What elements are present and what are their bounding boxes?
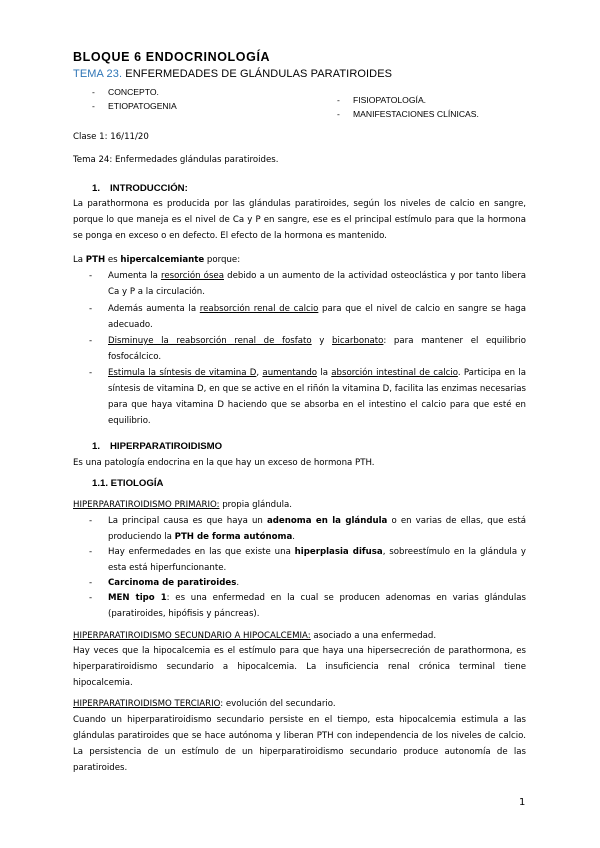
topic-number: TEMA 23. xyxy=(73,68,123,80)
topic-heading xyxy=(73,68,392,80)
terciario-paragraph: Cuando un hiperparatiroidismo secundario persiste en el tiempo, esta hipocalcemia estimula a las glándulas paratiroides que se hace autónoma y liberan PTH con independencia de los niveles de calcio. La persistencia de un estímulo de un hiperparatiroidismo secundario produce autonomía de las paratiroides. xyxy=(73,715,526,773)
secundario-heading: HIPERPARATIROIDISMO SECUNDARIO A HIPOCALCEMIA: asociado a una enfermedad. xyxy=(73,631,437,641)
topic-item: - ETIOPATOGENIA xyxy=(92,101,177,111)
document-page: BLOQUE 6 ENDOCRINOLOGÍA TEMA 23. ENFERMEDADES DE GLÁNDULAS PARATIROIDES - CONCEPTO. - ETIOPATOGENIA - FISIOPATOLOGÍA. - MANIFESTACIONES CLÍNICAS. Clase 1: 16/11/20 Tema 24: Enfermedades glándulas paratiroides. 1. INTRODUCCIÓN: La parathormona es producida por las glándulas paratiroides, según los niveles de calcio en sangre, porque lo que maneja es el nivel de Ca y P en sangre, ese es el principal estímulo para que la hormona se ponga en exceso o en defecto. El efecto de la hormona es mantenido. La PTH es hipercalcemiante porque: - Aumenta la resorción ósea debido a un aumento de la actividad osteoclástica y por tanto libera Ca y P a la circulación. - Además aumenta la reabsorción renal de calcio para que el nivel de calcio en sangre se haga adecuado. - Disminuye la reabsorción renal de fosfato y bicarbonato: para mantener el equilibrio fosfocálcico. - Estimula la síntesis de vitamina D, aumentando la absorción intestinal de calcio. Participa en la síntesis de vitamina D, en que se active en el riñón la vitamina D, facilita las enzimas necesarias para que haya vitamina D haciendo que se absorba en el intestino el calcio para que esté en equilibrio. 1. HIPERPARATIROIDISMO Es una patología endocrina en la que hay un exceso de hormona PTH. 1.1. ETIOLOGÍA HIPERPARATIROIDISMO PRIMARIO: propia glándula. - La principal causa es que haya un adenoma en la glándula o en varias de ellas, que está produciendo la PTH de forma autónoma. - Hay enfermedades en las que existe una hiperplasia difusa, sobreestímulo en la glándula y esta está hiperfuncionante. - Carcinoma de paratiroides. - MEN tipo 1: es una enfermedad en la cual se producen adenomas en varias glándulas (paratiroides, hipófisis y páncreas). HIPERPARATIROIDISMO SECUNDARIO A HIPOCALCEMIA: asociado a una enfermedad. Hay veces que la hipocalcemia es el estímulo para que haya una hipersecreción de parathormona, es hiperparatiroidismo secundario a hipocalcemia. La insuficiencia renal crónica terminal tiene hipocalcemia. HIPERPARATIROIDISMO TERCIARIO: evolución del secundario. Cuando un hiperparatiroidismo secundario persiste en el tiempo, esta hipocalcemia estimula a las glándulas paratiroides que se hace autónoma y liberan PTH con independencia de los niveles de calcio. La persistencia de un estímulo de un hiperparatiroidismo secundario produce autonomía de las paratiroides. 1 xyxy=(73,50,527,808)
section-heading-intro: 1. INTRODUCCIÓN: xyxy=(92,183,188,194)
page-number: 1 xyxy=(519,797,526,808)
subsection-heading-etiologia: 1.1. ETIOLOGÍA xyxy=(92,478,164,489)
topic-item: - MANIFESTACIONES CLÍNICAS. xyxy=(337,109,479,119)
pth-lead: La PTH es hipercalcemiante porque: xyxy=(73,255,241,265)
topic-item: - FISIOPATOLOGÍA. xyxy=(337,95,427,105)
tema-24-note: Tema 24: Enfermedades glándulas paratiroides. xyxy=(73,155,279,165)
hiper-definition: Es una patología endocrina en la que hay un exceso de hormona PTH. xyxy=(73,458,375,468)
intro-paragraph: La parathormona es producida por las glándulas paratiroides, según los niveles de calcio en sangre, porque lo que maneja es el nivel de Ca y P en sangre, ese es el principal estímulo para que la hormona se ponga en exceso o en defecto. El efecto de la hormona es mantenido. xyxy=(73,199,526,241)
topic-item: - CONCEPTO. xyxy=(92,87,159,97)
section-heading-hiper: 1. HIPERPARATIROIDISMO xyxy=(92,441,223,452)
primario-heading: HIPERPARATIROIDISMO PRIMARIO: propia glándula. xyxy=(73,500,292,510)
terciario-heading: HIPERPARATIROIDISMO TERCIARIO: evolución del secundario. xyxy=(73,699,336,709)
topic-title: ENFERMEDADES DE GLÁNDULAS PARATIROIDES xyxy=(125,68,393,80)
secundario-paragraph: Hay veces que la hipocalcemia es el estímulo para que haya una hipersecreción de parathormona, es hiperparatiroidismo secundario a hipocalcemia. La insuficiencia renal crónica terminal tiene hipocalcemia. xyxy=(73,646,526,688)
block-heading: BLOQUE 6 ENDOCRINOLOGÍA xyxy=(73,50,271,64)
class-date: Clase 1: 16/11/20 xyxy=(73,132,149,142)
